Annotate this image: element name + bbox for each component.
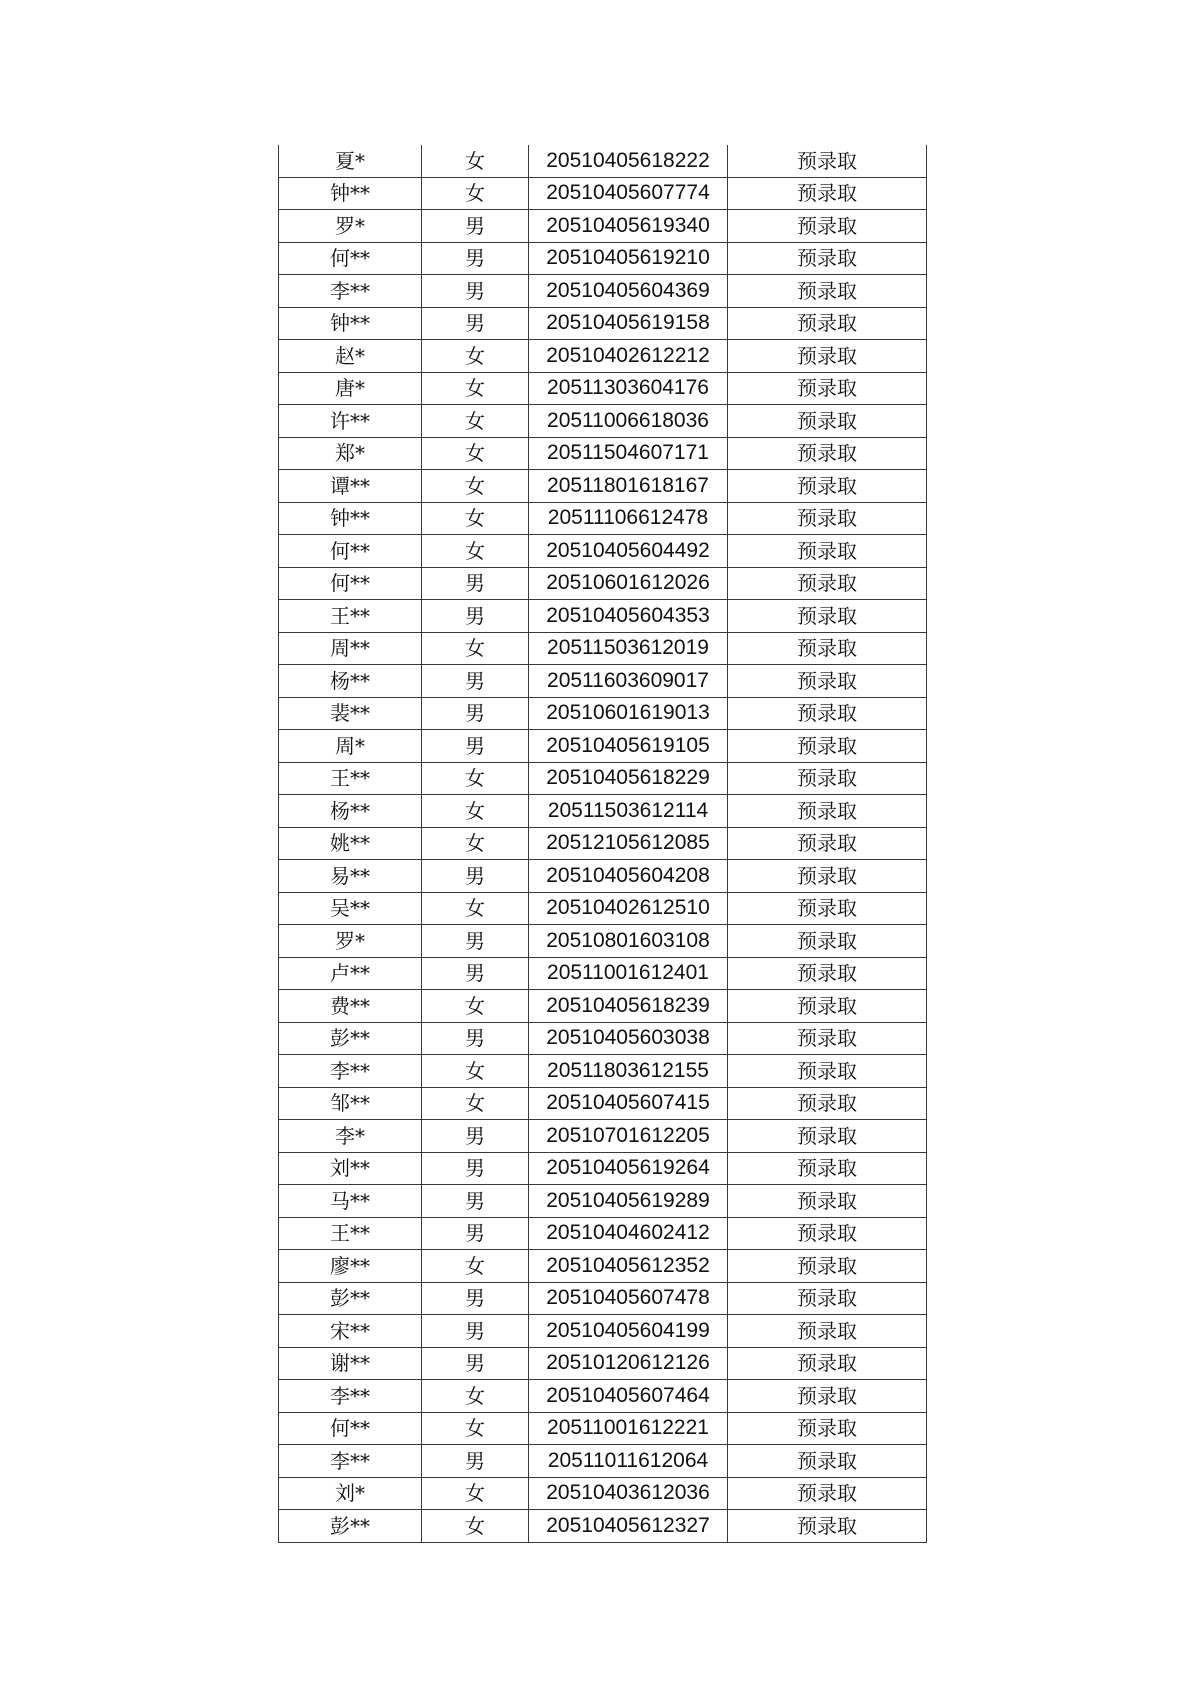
cell-status: 预录取 bbox=[728, 1380, 927, 1413]
cell-status: 预录取 bbox=[728, 1250, 927, 1283]
cell-gender: 男 bbox=[422, 600, 529, 633]
cell-candidate-id: 20510801603108 bbox=[529, 925, 728, 958]
table-row bbox=[279, 1412, 927, 1445]
cell-name: 谭** bbox=[279, 470, 422, 503]
cell-name: 郑* bbox=[279, 437, 422, 470]
cell-name: 邹** bbox=[279, 1087, 422, 1120]
cell-status: 预录取 bbox=[728, 1217, 927, 1250]
cell-candidate-id: 20510701612205 bbox=[529, 1120, 728, 1153]
cell-gender: 女 bbox=[422, 340, 529, 373]
cell-candidate-id: 20510404602412 bbox=[529, 1217, 728, 1250]
cell-gender: 男 bbox=[422, 567, 529, 600]
cell-status: 预录取 bbox=[728, 665, 927, 698]
cell-status: 预录取 bbox=[728, 437, 927, 470]
table-row bbox=[279, 1055, 927, 1088]
table-row bbox=[279, 1087, 927, 1120]
cell-gender: 女 bbox=[422, 470, 529, 503]
cell-name: 宋** bbox=[279, 1315, 422, 1348]
table-row bbox=[279, 600, 927, 633]
table-row bbox=[279, 1250, 927, 1283]
cell-status: 预录取 bbox=[728, 1412, 927, 1445]
cell-status: 预录取 bbox=[728, 1022, 927, 1055]
cell-status: 预录取 bbox=[728, 730, 927, 763]
cell-status: 预录取 bbox=[728, 1152, 927, 1185]
cell-candidate-id: 20510405607464 bbox=[529, 1380, 728, 1413]
cell-status: 预录取 bbox=[728, 1445, 927, 1478]
cell-status: 预录取 bbox=[728, 1055, 927, 1088]
cell-candidate-id: 20510405618239 bbox=[529, 990, 728, 1023]
cell-status: 预录取 bbox=[728, 275, 927, 308]
cell-gender: 女 bbox=[422, 1412, 529, 1445]
table-row bbox=[279, 502, 927, 535]
cell-gender: 女 bbox=[422, 1055, 529, 1088]
cell-status: 预录取 bbox=[728, 177, 927, 210]
cell-candidate-id: 20510405607774 bbox=[529, 177, 728, 210]
table-row bbox=[279, 665, 927, 698]
table-row bbox=[279, 762, 927, 795]
cell-name: 何** bbox=[279, 242, 422, 275]
cell-gender: 女 bbox=[422, 1087, 529, 1120]
cell-gender: 女 bbox=[422, 1477, 529, 1510]
cell-status: 预录取 bbox=[728, 210, 927, 243]
table-row bbox=[279, 145, 927, 177]
cell-status: 预录取 bbox=[728, 405, 927, 438]
table-row bbox=[279, 860, 927, 893]
cell-gender: 女 bbox=[422, 762, 529, 795]
cell-status: 预录取 bbox=[728, 242, 927, 275]
table-row bbox=[279, 1120, 927, 1153]
cell-candidate-id: 20510405607415 bbox=[529, 1087, 728, 1120]
cell-name: 王** bbox=[279, 1217, 422, 1250]
table-row bbox=[279, 470, 927, 503]
cell-status: 预录取 bbox=[728, 957, 927, 990]
cell-gender: 男 bbox=[422, 925, 529, 958]
cell-name: 李** bbox=[279, 1380, 422, 1413]
cell-gender: 男 bbox=[422, 1315, 529, 1348]
cell-status: 预录取 bbox=[728, 762, 927, 795]
cell-candidate-id: 20511106612478 bbox=[529, 502, 728, 535]
cell-status: 预录取 bbox=[728, 502, 927, 535]
table-row bbox=[279, 1022, 927, 1055]
cell-gender: 男 bbox=[422, 1120, 529, 1153]
table-row bbox=[279, 535, 927, 568]
cell-candidate-id: 20511303604176 bbox=[529, 372, 728, 405]
table-row bbox=[279, 1185, 927, 1218]
cell-gender: 男 bbox=[422, 697, 529, 730]
cell-gender: 男 bbox=[422, 1445, 529, 1478]
cell-status: 预录取 bbox=[728, 990, 927, 1023]
cell-status: 预录取 bbox=[728, 145, 927, 177]
cell-status: 预录取 bbox=[728, 535, 927, 568]
cell-candidate-id: 20510402612510 bbox=[529, 892, 728, 925]
cell-candidate-id: 20510405619340 bbox=[529, 210, 728, 243]
cell-gender: 男 bbox=[422, 730, 529, 763]
cell-status: 预录取 bbox=[728, 567, 927, 600]
table-row bbox=[279, 177, 927, 210]
cell-candidate-id: 20510405612327 bbox=[529, 1510, 728, 1543]
cell-status: 预录取 bbox=[728, 1510, 927, 1543]
cell-name: 何** bbox=[279, 535, 422, 568]
cell-name: 何** bbox=[279, 1412, 422, 1445]
table-row bbox=[279, 892, 927, 925]
cell-status: 预录取 bbox=[728, 1120, 927, 1153]
cell-candidate-id: 20511503612019 bbox=[529, 632, 728, 665]
table-row bbox=[279, 1152, 927, 1185]
cell-name: 杨** bbox=[279, 665, 422, 698]
cell-gender: 女 bbox=[422, 892, 529, 925]
table-row bbox=[279, 340, 927, 373]
admission-table bbox=[278, 145, 927, 1543]
cell-candidate-id: 20510405618229 bbox=[529, 762, 728, 795]
cell-candidate-id: 20510403612036 bbox=[529, 1477, 728, 1510]
cell-candidate-id: 20510405612352 bbox=[529, 1250, 728, 1283]
table-row bbox=[279, 925, 927, 958]
table-row bbox=[279, 730, 927, 763]
cell-name: 彭** bbox=[279, 1282, 422, 1315]
cell-name: 彭** bbox=[279, 1022, 422, 1055]
cell-name: 卢** bbox=[279, 957, 422, 990]
table-row bbox=[279, 275, 927, 308]
table-row bbox=[279, 795, 927, 828]
cell-status: 预录取 bbox=[728, 697, 927, 730]
cell-candidate-id: 20510405619264 bbox=[529, 1152, 728, 1185]
cell-status: 预录取 bbox=[728, 307, 927, 340]
table-row bbox=[279, 1445, 927, 1478]
cell-candidate-id: 20510405619210 bbox=[529, 242, 728, 275]
table-row bbox=[279, 697, 927, 730]
cell-gender: 女 bbox=[422, 827, 529, 860]
cell-candidate-id: 20510405619105 bbox=[529, 730, 728, 763]
cell-status: 预录取 bbox=[728, 860, 927, 893]
cell-name: 周* bbox=[279, 730, 422, 763]
cell-name: 何** bbox=[279, 567, 422, 600]
cell-gender: 男 bbox=[422, 210, 529, 243]
cell-gender: 女 bbox=[422, 177, 529, 210]
table-row bbox=[279, 242, 927, 275]
cell-gender: 男 bbox=[422, 1347, 529, 1380]
cell-candidate-id: 20511801618167 bbox=[529, 470, 728, 503]
cell-name: 裴** bbox=[279, 697, 422, 730]
cell-candidate-id: 20510405619289 bbox=[529, 1185, 728, 1218]
cell-status: 预录取 bbox=[728, 925, 927, 958]
cell-candidate-id: 20511603609017 bbox=[529, 665, 728, 698]
cell-name: 谢** bbox=[279, 1347, 422, 1380]
cell-status: 预录取 bbox=[728, 1087, 927, 1120]
table-row bbox=[279, 990, 927, 1023]
cell-name: 王** bbox=[279, 600, 422, 633]
table-row bbox=[279, 372, 927, 405]
table-row bbox=[279, 437, 927, 470]
cell-status: 预录取 bbox=[728, 372, 927, 405]
cell-status: 预录取 bbox=[728, 795, 927, 828]
cell-status: 预录取 bbox=[728, 600, 927, 633]
cell-name: 李** bbox=[279, 1445, 422, 1478]
cell-name: 赵* bbox=[279, 340, 422, 373]
table-row bbox=[279, 405, 927, 438]
cell-status: 预录取 bbox=[728, 1477, 927, 1510]
cell-name: 易** bbox=[279, 860, 422, 893]
cell-candidate-id: 20510601612026 bbox=[529, 567, 728, 600]
cell-gender: 男 bbox=[422, 1282, 529, 1315]
cell-name: 李** bbox=[279, 1055, 422, 1088]
table-row bbox=[279, 1217, 927, 1250]
cell-candidate-id: 20511011612064 bbox=[529, 1445, 728, 1478]
table-row bbox=[279, 210, 927, 243]
cell-name: 姚** bbox=[279, 827, 422, 860]
cell-status: 预录取 bbox=[728, 470, 927, 503]
cell-gender: 男 bbox=[422, 1185, 529, 1218]
cell-name: 钟** bbox=[279, 307, 422, 340]
cell-candidate-id: 20510402612212 bbox=[529, 340, 728, 373]
cell-name: 彭** bbox=[279, 1510, 422, 1543]
cell-candidate-id: 20510405604492 bbox=[529, 535, 728, 568]
cell-gender: 女 bbox=[422, 437, 529, 470]
cell-status: 预录取 bbox=[728, 1282, 927, 1315]
cell-candidate-id: 20510405603038 bbox=[529, 1022, 728, 1055]
table-row bbox=[279, 1510, 927, 1543]
cell-name: 罗* bbox=[279, 210, 422, 243]
cell-candidate-id: 20511803612155 bbox=[529, 1055, 728, 1088]
admission-table-body bbox=[279, 145, 927, 1542]
cell-gender: 男 bbox=[422, 242, 529, 275]
table-row bbox=[279, 1282, 927, 1315]
table-row bbox=[279, 827, 927, 860]
cell-candidate-id: 20510405607478 bbox=[529, 1282, 728, 1315]
table-row bbox=[279, 567, 927, 600]
cell-gender: 女 bbox=[422, 1380, 529, 1413]
cell-candidate-id: 20510120612126 bbox=[529, 1347, 728, 1380]
cell-candidate-id: 20510405604199 bbox=[529, 1315, 728, 1348]
cell-gender: 男 bbox=[422, 307, 529, 340]
cell-status: 预录取 bbox=[728, 340, 927, 373]
cell-candidate-id: 20510405618222 bbox=[529, 145, 728, 177]
cell-status: 预录取 bbox=[728, 632, 927, 665]
cell-name: 吴** bbox=[279, 892, 422, 925]
table-row bbox=[279, 1347, 927, 1380]
cell-gender: 女 bbox=[422, 1510, 529, 1543]
cell-candidate-id: 20510405604369 bbox=[529, 275, 728, 308]
cell-name: 唐* bbox=[279, 372, 422, 405]
cell-candidate-id: 20512105612085 bbox=[529, 827, 728, 860]
cell-name: 夏* bbox=[279, 145, 422, 177]
cell-candidate-id: 20511503612114 bbox=[529, 795, 728, 828]
cell-gender: 女 bbox=[422, 990, 529, 1023]
cell-name: 李** bbox=[279, 275, 422, 308]
cell-name: 许** bbox=[279, 405, 422, 438]
cell-gender: 女 bbox=[422, 405, 529, 438]
cell-gender: 女 bbox=[422, 145, 529, 177]
cell-name: 钟** bbox=[279, 177, 422, 210]
cell-name: 杨** bbox=[279, 795, 422, 828]
cell-name: 罗* bbox=[279, 925, 422, 958]
cell-gender: 女 bbox=[422, 795, 529, 828]
cell-name: 周** bbox=[279, 632, 422, 665]
table-row bbox=[279, 307, 927, 340]
cell-candidate-id: 20510405619158 bbox=[529, 307, 728, 340]
cell-name: 刘** bbox=[279, 1152, 422, 1185]
cell-candidate-id: 20511504607171 bbox=[529, 437, 728, 470]
cell-gender: 女 bbox=[422, 535, 529, 568]
cell-status: 预录取 bbox=[728, 1185, 927, 1218]
cell-name: 钟** bbox=[279, 502, 422, 535]
table-row bbox=[279, 957, 927, 990]
cell-candidate-id: 20511001612221 bbox=[529, 1412, 728, 1445]
cell-candidate-id: 20511001612401 bbox=[529, 957, 728, 990]
table-row bbox=[279, 1477, 927, 1510]
cell-candidate-id: 20510405604208 bbox=[529, 860, 728, 893]
cell-gender: 男 bbox=[422, 1022, 529, 1055]
cell-name: 费** bbox=[279, 990, 422, 1023]
table-row bbox=[279, 632, 927, 665]
cell-name: 王** bbox=[279, 762, 422, 795]
cell-gender: 女 bbox=[422, 502, 529, 535]
cell-status: 预录取 bbox=[728, 827, 927, 860]
table-row bbox=[279, 1315, 927, 1348]
cell-name: 李* bbox=[279, 1120, 422, 1153]
cell-name: 廖** bbox=[279, 1250, 422, 1283]
cell-gender: 女 bbox=[422, 372, 529, 405]
cell-gender: 男 bbox=[422, 860, 529, 893]
cell-candidate-id: 20511006618036 bbox=[529, 405, 728, 438]
cell-status: 预录取 bbox=[728, 892, 927, 925]
cell-status: 预录取 bbox=[728, 1347, 927, 1380]
cell-name: 马** bbox=[279, 1185, 422, 1218]
cell-candidate-id: 20510601619013 bbox=[529, 697, 728, 730]
cell-gender: 男 bbox=[422, 665, 529, 698]
cell-gender: 女 bbox=[422, 1250, 529, 1283]
cell-status: 预录取 bbox=[728, 1315, 927, 1348]
cell-gender: 男 bbox=[422, 957, 529, 990]
table-row bbox=[279, 1380, 927, 1413]
cell-gender: 男 bbox=[422, 1217, 529, 1250]
cell-name: 刘* bbox=[279, 1477, 422, 1510]
cell-gender: 女 bbox=[422, 632, 529, 665]
cell-candidate-id: 20510405604353 bbox=[529, 600, 728, 633]
cell-gender: 男 bbox=[422, 1152, 529, 1185]
cell-gender: 男 bbox=[422, 275, 529, 308]
